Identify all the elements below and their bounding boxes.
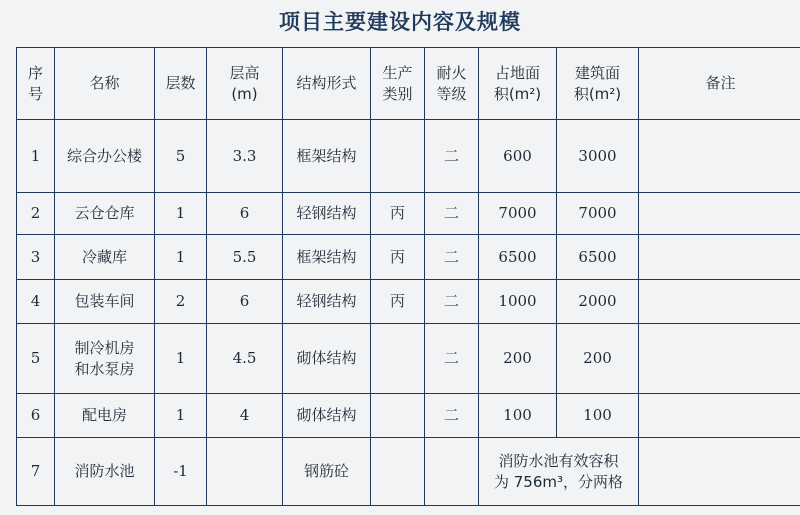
cell-name: 配电房 [55,394,155,438]
cell-floors: 1 [155,324,207,394]
cell-seq: 4 [17,280,55,324]
cell-floors: 1 [155,235,207,280]
header-production: 生产 类别 [371,48,425,120]
cell-height: 4.5 [207,324,283,394]
cell-remarks [639,193,800,235]
cell-height: 5.5 [207,235,283,280]
cell-build-area: 100 [557,394,639,438]
cell-production [371,120,425,193]
cell-remarks [639,394,800,438]
cell-fire: 二 [425,280,479,324]
cell-remarks [639,438,800,506]
table-row [17,324,800,394]
cell-fire [425,438,479,506]
cell-build-area: 2000 [557,280,639,324]
cell-fire: 二 [425,120,479,193]
cell-floors: -1 [155,438,207,506]
cell-land-area: 100 [479,394,557,438]
cell-production: 丙 [371,280,425,324]
header-name: 名称 [55,48,155,120]
cell-land-area: 7000 [479,193,557,235]
table-row [17,394,800,438]
cell-structure: 砌体结构 [283,394,371,438]
header-land-area: 占地面 积(m²) [479,48,557,120]
cell-structure: 框架结构 [283,120,371,193]
cell-land-area: 200 [479,324,557,394]
cell-production [371,394,425,438]
cell-remarks [639,235,800,280]
cell-fire: 二 [425,235,479,280]
cell-structure: 轻钢结构 [283,280,371,324]
cell-build-area: 200 [557,324,639,394]
cell-land-area: 1000 [479,280,557,324]
table-row [17,280,800,324]
cell-name: 消防水池 [55,438,155,506]
cell-structure: 轻钢结构 [283,193,371,235]
header-height: 层高 (m) [207,48,283,120]
cell-structure: 钢筋砼 [283,438,371,506]
cell-floors: 5 [155,120,207,193]
cell-production: 丙 [371,193,425,235]
cell-fire: 二 [425,324,479,394]
cell-remarks [639,324,800,394]
cell-build-area: 3000 [557,120,639,193]
header-structure: 结构形式 [283,48,371,120]
cell-build-area: 6500 [557,235,639,280]
header-floors: 层数 [155,48,207,120]
cell-land-area: 6500 [479,235,557,280]
cell-fire: 二 [425,193,479,235]
cell-height: 3.3 [207,120,283,193]
cell-production [371,324,425,394]
cell-name: 综合办公楼 [55,120,155,193]
header-build-area: 建筑面 积(m²) [557,48,639,120]
cell-seq: 5 [17,324,55,394]
cell-name: 云仓仓库 [55,193,155,235]
header-fire: 耐火 等级 [425,48,479,120]
cell-name: 冷藏库 [55,235,155,280]
cell-seq: 1 [17,120,55,193]
header-seq: 序 号 [17,48,55,120]
cell-seq: 7 [17,438,55,506]
cell-name: 制冷机房 和水泵房 [55,324,155,394]
cell-build-area: 7000 [557,193,639,235]
cell-height [207,438,283,506]
cell-height: 6 [207,280,283,324]
cell-structure: 砌体结构 [283,324,371,394]
cell-floors: 1 [155,394,207,438]
cell-height: 4 [207,394,283,438]
cell-production [371,438,425,506]
page-title: 项目主要建设内容及规模 [279,10,521,34]
cell-seq: 2 [17,193,55,235]
cell-remarks [639,120,800,193]
cell-floors: 1 [155,193,207,235]
table-row [17,235,800,280]
cell-remarks [639,280,800,324]
cell-floors: 2 [155,280,207,324]
cell-production: 丙 [371,235,425,280]
cell-seq: 6 [17,394,55,438]
cell-name: 包装车间 [55,280,155,324]
cell-structure: 框架结构 [283,235,371,280]
cell-seq: 3 [17,235,55,280]
cell-height: 6 [207,193,283,235]
table-row [17,120,800,193]
cell-fire: 二 [425,394,479,438]
table-row-fire-pool [17,438,800,506]
cell-land-area: 600 [479,120,557,193]
header-row [17,48,800,120]
construction-table [16,47,800,506]
table-row [17,193,800,235]
cell-fire-pool-note: 消防水池有效容积 为 756m³，分两格 [479,438,639,506]
header-remarks: 备注 [639,48,800,120]
